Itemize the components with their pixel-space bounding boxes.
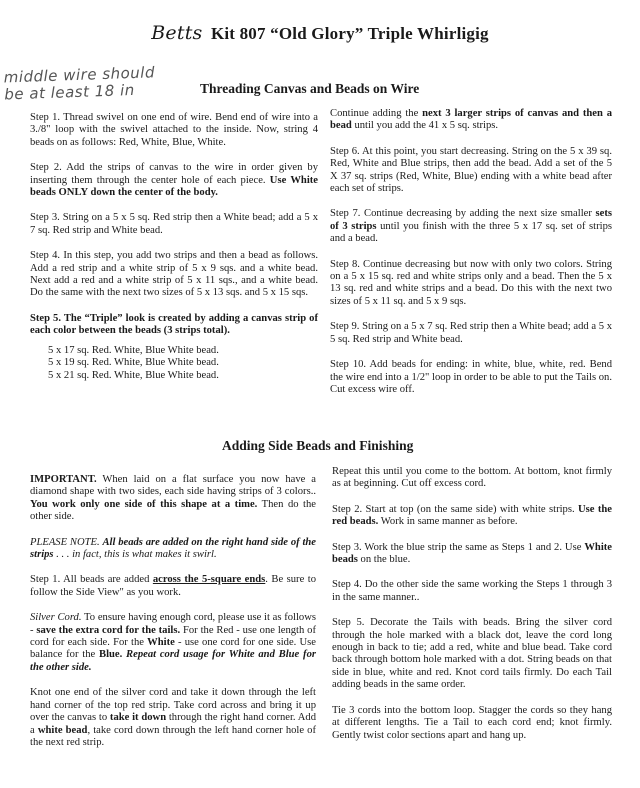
list-item: 5 x 21 sq. Red. White, Blue White bead. — [48, 369, 219, 381]
s2-step4: Step 4. Do the other side the same working the Steps 1 through 3 in the same manner.. — [332, 579, 612, 603]
s2-step3: Step 3. Work the blue strip the same as Steps 1 and 2. Use White beads on the blue. — [332, 541, 612, 566]
s1-step3: Step 3. String on a 5 x 5 sq. Red strip then a White bead; add a 5 x 7 sq. Red strip and White bead. — [30, 212, 318, 236]
s2-repeat: Repeat this until you come to the bottom. At bottom, knot firmly as at beginning. Cut off excess cord. — [332, 466, 612, 490]
list-item: 5 x 17 sq. Red. White, Blue White bead. — [48, 344, 219, 356]
s1-step6: Step 6. At this point, you start decreasing. String on the 5 x 39 sq. Red, White and Blue strips, then add the bead. Add a set of the 5 X 37 sq. strips (Red, White, Blue) ending with a white bead after each set of strips. — [330, 145, 612, 195]
document-title — [0, 22, 640, 44]
s2-step5: Step 5. Decorate the Tails with beads. Bring the silver cord through the hole marked with a black dot, leave the cord long enough in back to tie; add a red, white and blue bead. Take cord back through bottom hole marked with a dot. String beads on that side in blue, white and red. Knot cord tails firmly. Do each Tail adding beads in the same order. — [332, 617, 612, 691]
section2-right-column — [332, 466, 612, 755]
list-item: 5 x 19 sq. Red. White, Blue White bead. — [48, 357, 219, 369]
s1-continue: Continue adding the next 3 larger strips of canvas and then a bead until you add the 41 x 5 sq. strips. — [330, 108, 612, 132]
section2-heading: Adding Side Beads and Finishing — [222, 438, 414, 453]
s2-knot: Knot one end of the silver cord and take it down through the left hand corner of the top red strip. Take cord across and bring it up over the canvas to take it down through the right hand corner. Add a white bead, take cord down through the left hand corner hole of the next red strip. — [30, 687, 316, 748]
s2-important: IMPORTANT. When laid on a flat surface you now have a diamond shape with two sides, each side having strips of 3 colors.. You work only one side of this shape at a time. Then do the other side. — [30, 474, 317, 523]
handwritten-note-line1: middle wire should — [3, 63, 156, 87]
s2-silver-cord: Silver Cord. To ensure having enough cord, please use it as follows - save the extra cord for the tails. For the Red - use one length of cord for each side. For the White - use one cord for one side. Use balance for the Blue. Repeat cord usage for White and Blue for the other side. — [30, 612, 316, 673]
s2-step1: Step 1. All beads are added across the 5-square ends. Be sure to follow the Side View" as you work. — [30, 574, 316, 598]
title-handwritten-name: Betts — [151, 22, 203, 44]
section1-left-column — [30, 112, 318, 382]
section2-left-column — [30, 474, 316, 762]
section1-heading: Threading Canvas and Beads on Wire — [200, 81, 420, 96]
s1-step10: Step 10. Add beads for ending: in white, blue, white, red. Bend the wire end into a 1/2" loop in order to be able to put the Tails on. Cut excess wire off. — [330, 359, 613, 395]
s1-step5: Step 5. The “Triple” look is created by adding a canvas strip of each color between the beads (3 strips total). — [30, 312, 318, 337]
s1-step2: Step 2. Add the strips of canvas to the wire in order given by inserting them through the center hole of each piece. Use White beads ONLY down the center of the body. — [30, 162, 318, 199]
s1-step9: Step 9. String on a 5 x 7 sq. Red strip then a White bead; add a 5 x 5 sq. Red strip and White bead. — [330, 321, 612, 345]
handwritten-note — [3, 63, 204, 104]
s2-please-note: PLEASE NOTE. All beads are added on the right hand side of the strips . . . in fact, this is what makes it swirl. — [30, 536, 316, 561]
title-main: Kit 807 “Old Glory” Triple Whirligig — [210, 24, 489, 43]
s2-step2: Step 2. Start at top (on the same side) with white strips. Use the red beads. Work in same manner as before. — [332, 503, 612, 528]
s1-step1: Step 1. Thread swivel on one end of wire. Bend end of wire into a 3./8" loop with the swivel attached to the inside. Now, string 4 beads on as follows: Red, White, Blue, White. — [30, 112, 318, 148]
s1-step4: Step 4. In this step, you add two strips and then a bead as follows. Add a red strip and a white strip of 5 x 9 sqs. and a white bead. Next add a red and a white strip of 5 x 11 sqs., and a white bead. Do the same with the next two sizes of 5 x 13 sqs. and 5 x 15 sqs. — [30, 250, 318, 299]
s2-tie: Tie 3 cords into the bottom loop. Stagger the cords so they hang at different lengths. Tie a Tail to each cord end; knot firmly. Gently twist color sections apart and hang up. — [332, 704, 612, 741]
section1-right-column — [330, 108, 612, 409]
s1-step5-list — [48, 345, 318, 382]
handwritten-note-line2: be at least 18 in — [4, 80, 136, 104]
s1-step8: Step 8. Continue decreasing but now with only two colors. String on a 5 x 15 sq. red and white strips only and a bead. Then the 5 x 13 sq. red and white strips and a bead. Do this with the next two sizes of 5 x 11 sq. and 5 x 9 sqs. — [330, 258, 612, 307]
s1-step7: Step 7. Continue decreasing by adding the next size smaller sets of 3 strips until you finish with the three 5 x 17 sq. set of strips and a bead. — [330, 208, 612, 245]
